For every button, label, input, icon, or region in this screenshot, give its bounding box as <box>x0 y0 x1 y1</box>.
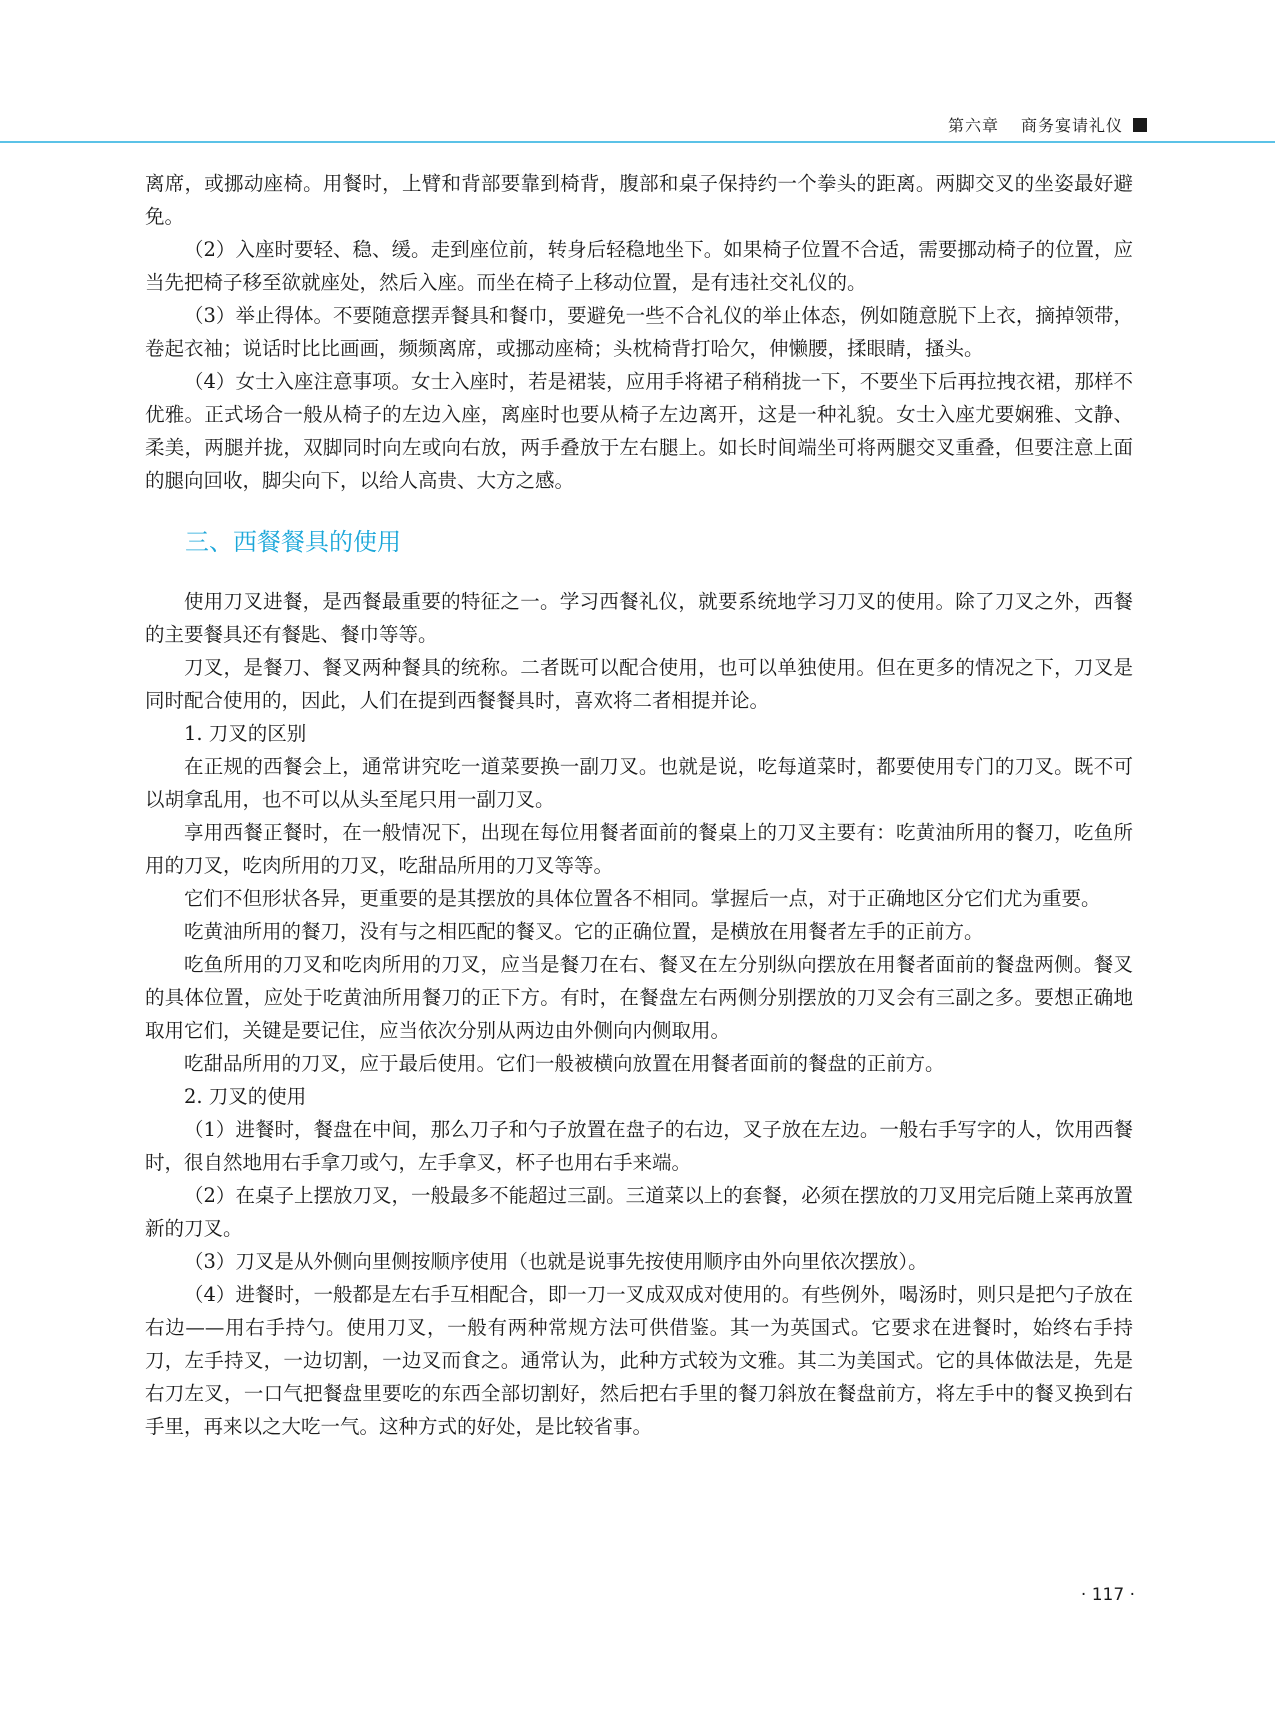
paragraph: 吃甜品所用的刀叉，应于最后使用。它们一般被横向放置在用餐者面前的餐盘的正前方。 <box>184 1052 945 1075</box>
paragraph: （1）进餐时，餐盘在中间，那么刀子和勺子放置在盘子的右边，叉子放在左边。一般右手写字的人，饮用西餐时，很自然地用右手拿刀或勺，左手拿叉，杯子也用右手来端。 <box>145 1118 1133 1174</box>
paragraph: 吃鱼所用的刀叉和吃肉所用的刀叉，应当是餐刀在右、餐叉在左分别纵向摆放在用餐者面前的餐盘两侧。餐叉的具体位置，应处于吃黄油所用餐刀的正下方。有时，在餐盘左右两侧分别摆放的刀叉会有三副之多。要想正确地取用它们，关键是要记住，应当依次分别从两边由外侧向内侧取用。 <box>145 953 1133 1042</box>
paragraph: 离席，或挪动座椅。用餐时，上臂和背部要靠到椅背，腹部和桌子保持约一个拳头的距离。两脚交叉的坐姿最好避免。 <box>145 172 1133 228</box>
chapter-title: 商务宴请礼仪 <box>1020 116 1123 135</box>
paragraph: （4）女士入座注意事项。女士入座时，若是裙装，应用手将裙子稍稍拢一下，不要坐下后再拉拽衣裙，那样不优雅。正式场合一般从椅子的左边入座，离座时也要从椅子左边离开，这是一种礼貌。女士入座尤要娴雅、文静、柔美，两腿并拢，双脚同时向左或向右放，两手叠放于左右腿上。如长时间端坐可将两腿交叉重叠，但要注意上面的腿向回收，脚尖向下，以给人高贵、大方之感。 <box>145 370 1133 492</box>
header-rule <box>0 141 1275 143</box>
paragraph: （2）入座时要轻、稳、缓。走到座位前，转身后轻稳地坐下。如果椅子位置不合适，需要挪动椅子的位置，应当先把椅子移至欲就座处，然后入座。而坐在椅子上移动位置，是有违社交礼仪的。 <box>145 238 1133 294</box>
paragraph: 享用西餐正餐时，在一般情况下，出现在每位用餐者面前的餐桌上的刀叉主要有：吃黄油所用的餐刀，吃鱼所用的刀叉，吃肉所用的刀叉，吃甜品所用的刀叉等等。 <box>145 821 1133 877</box>
paragraph: （3）举止得体。不要随意摆弄餐具和餐巾，要避免一些不合礼仪的举止体态，例如随意脱下上衣，摘掉领带，卷起衣袖；说话时比比画画，频频离席，或挪动座椅；头枕椅背打哈欠，伸懒腰，揉眼睛，搔头。 <box>145 304 1133 360</box>
subheading: 2. 刀叉的使用 <box>184 1085 307 1108</box>
black-square-icon <box>1133 118 1147 132</box>
paragraph: 使用刀叉进餐，是西餐最重要的特征之一。学习西餐礼仪，就要系统地学习刀叉的使用。除了刀叉之外，西餐的主要餐具还有餐匙、餐巾等等。 <box>145 590 1133 646</box>
paragraph: （2）在桌子上摆放刀叉，一般最多不能超过三副。三道菜以上的套餐，必须在摆放的刀叉用完后随上菜再放置新的刀叉。 <box>145 1184 1133 1240</box>
paragraph: 在正规的西餐会上，通常讲究吃一道菜要换一副刀叉。也就是说，吃每道菜时，都要使用专门的刀叉。既不可以胡拿乱用，也不可以从头至尾只用一副刀叉。 <box>145 755 1133 811</box>
running-header <box>948 113 1147 136</box>
chapter-label: 第六章 <box>947 116 999 135</box>
paragraph: （3）刀叉是从外侧向里侧按顺序使用（也就是说事先按使用顺序由外向里依次摆放）。 <box>184 1250 928 1273</box>
subheading: 1. 刀叉的区别 <box>184 722 307 745</box>
paragraph: （4）进餐时，一般都是左右手互相配合，即一刀一叉成双成对使用的。有些例外，喝汤时，则只是把勺子放在右边——用右手持勺。使用刀叉，一般有两种常规方法可供借鉴。其一为英国式。它要求在进餐时，始终右手持刀，左手持叉，一边切割，一边叉而食之。通常认为，此种方式较为文雅。其二为美国式。它的具体做法是，先是右刀左叉，一口气把餐盘里要吃的东西全部切割好，然后把右手里的餐刀斜放在餐盘前方，将左手中的餐叉换到右手里，再来以之大吃一气。这种方式的好处，是比较省事。 <box>145 1283 1133 1438</box>
paragraph: 它们不但形状各异，更重要的是其摆放的具体位置各不相同。掌握后一点，对于正确地区分它们尤为重要。 <box>184 887 1101 910</box>
section-heading: 三、西餐餐具的使用 <box>185 528 401 556</box>
paragraph: 吃黄油所用的餐刀，没有与之相匹配的餐叉。它的正确位置，是横放在用餐者左手的正前方。 <box>184 920 984 943</box>
page-body <box>145 167 1133 1443</box>
paragraph: 刀叉，是餐刀、餐叉两种餐具的统称。二者既可以配合使用，也可以单独使用。但在更多的情况之下，刀叉是同时配合使用的，因此，人们在提到西餐餐具时，喜欢将二者相提并论。 <box>145 656 1133 712</box>
page-number: · 117 · <box>1080 1585 1135 1605</box>
